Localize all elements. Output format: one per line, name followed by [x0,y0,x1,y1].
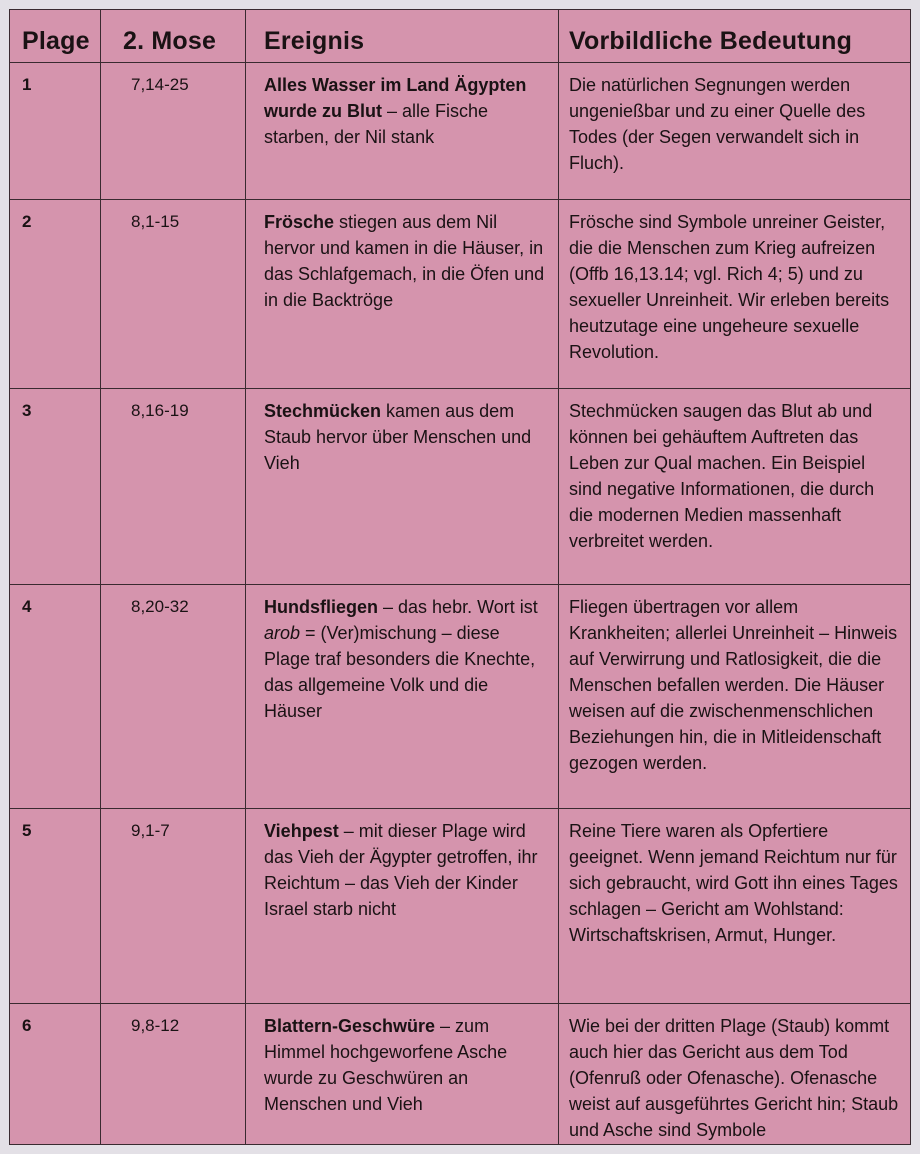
table-header-row [10,10,911,63]
table-row [10,200,911,389]
event-text: – zum Himmel hochgeworfene Asche wurde zu Geschwüren an Menschen und Vieh [264,1016,508,1114]
event-title: Alles Wasser im Land Ägypten wurde zu Blut [264,75,527,121]
meaning-cell [559,809,911,1004]
meaning-cell [559,1004,911,1145]
bible-reference: 9,1-7 [101,809,246,1004]
plage-number: 4 [10,585,101,809]
meaning-text: Wie bei der dritten Plage (Staub) kommt auch hier das Gericht aus dem Tod (Ofenruß oder Ofenasche). Ofenasche weist auf ausgeführtes Gericht hin; Staub und Asche sind Symbole [569,1016,899,1140]
event-text: kamen aus dem Staub hervor über Menschen und Vieh [264,401,532,473]
event-cell [246,809,559,1004]
table-row [10,1004,911,1145]
bible-reference: 8,1-15 [101,200,246,389]
table-row [10,63,911,200]
bible-reference: 7,14-25 [101,63,246,200]
meaning-text: Stechmücken saugen das Blut ab und können bei gehäuftem Auftreten das Leben zur Qual machen. Ein Beispiel sind negative Informationen, die durch die modernen Medien massenhaft verbreitet werden. [569,401,875,551]
event-title: Frösche [264,212,335,232]
event-cell [246,200,559,389]
bible-reference: 9,8-12 [101,1004,246,1145]
table-row [10,809,911,1004]
plage-number: 6 [10,1004,101,1145]
plage-number: 2 [10,200,101,389]
meaning-cell [559,63,911,200]
meaning-cell [559,200,911,389]
plage-number: 1 [10,63,101,200]
meaning-text: Reine Tiere waren als Opfertiere geeignet. Wenn jemand Reichtum nur für sich gebraucht, wird Gott ihn eines Tages schlagen – Gericht am Wohlstand: Wirtschaftskrisen, Armut, Hunger. [569,821,898,945]
plage-number: 5 [10,809,101,1004]
meaning-cell [559,389,911,585]
meaning-text: Frösche sind Symbole unreiner Geister, die die Menschen zum Krieg aufreizen (Offb 16,13.14; vgl. Rich 4; 5) und zu sexueller Unreinheit. Wir erleben bereits heutzutage eine ungeheure sexuelle Revolution. [569,212,890,362]
event-text: – alle Fische starben, der Nil stank [264,101,489,147]
event-text: stiegen aus dem Nil hervor und kamen in die Häuser, in das Schlafgemach, in die Öfen und in die Backtröge [264,212,545,310]
header-bedeutung: Vorbildliche Bedeutung [559,10,911,63]
table-row [10,389,911,585]
event-title: Hundsfliegen [264,597,379,617]
header-mose: 2. Mose [101,10,246,63]
bible-reference: 8,20-32 [101,585,246,809]
event-hebrew-word: arob [264,623,301,643]
event-text: = (Ver)mischung – diese Plage traf besonders die Knechte, das allgemeine Volk und die Häuser [264,623,536,721]
meaning-text: Die natürlichen Segnungen werden ungenießbar und zu einer Quelle des Todes (der Segen verwandelt sich in Fluch). [569,75,866,173]
event-text: – mit dieser Plage wird das Vieh der Ägypter getroffen, ihr Reichtum – das Vieh der Kinder Israel starb nicht [264,821,538,919]
bible-reference: 8,16-19 [101,389,246,585]
plagues-table-page [9,9,910,1144]
event-title: Viehpest [264,821,339,841]
plage-number: 3 [10,389,101,585]
event-cell [246,389,559,585]
event-title: Blattern-Geschwüre [264,1016,436,1036]
event-cell [246,585,559,809]
table-row [10,585,911,809]
header-ereignis: Ereignis [246,10,559,63]
header-plage: Plage [10,10,101,63]
event-title: Stechmücken [264,401,382,421]
event-cell [246,63,559,200]
event-text: – das hebr. Wort ist [378,597,538,617]
meaning-cell [559,585,911,809]
meaning-text: Fliegen übertragen vor allem Krankheiten; allerlei Unreinheit – Hinweis auf Verwirrung und Ratlosigkeit, die die Menschen befallen werden. Die Häuser weisen auf die zwischenmenschlichen Beziehungen hin, die in Mitleidenschaft gezogen werden. [569,597,898,773]
event-cell [246,1004,559,1145]
plagues-table [9,9,911,1145]
